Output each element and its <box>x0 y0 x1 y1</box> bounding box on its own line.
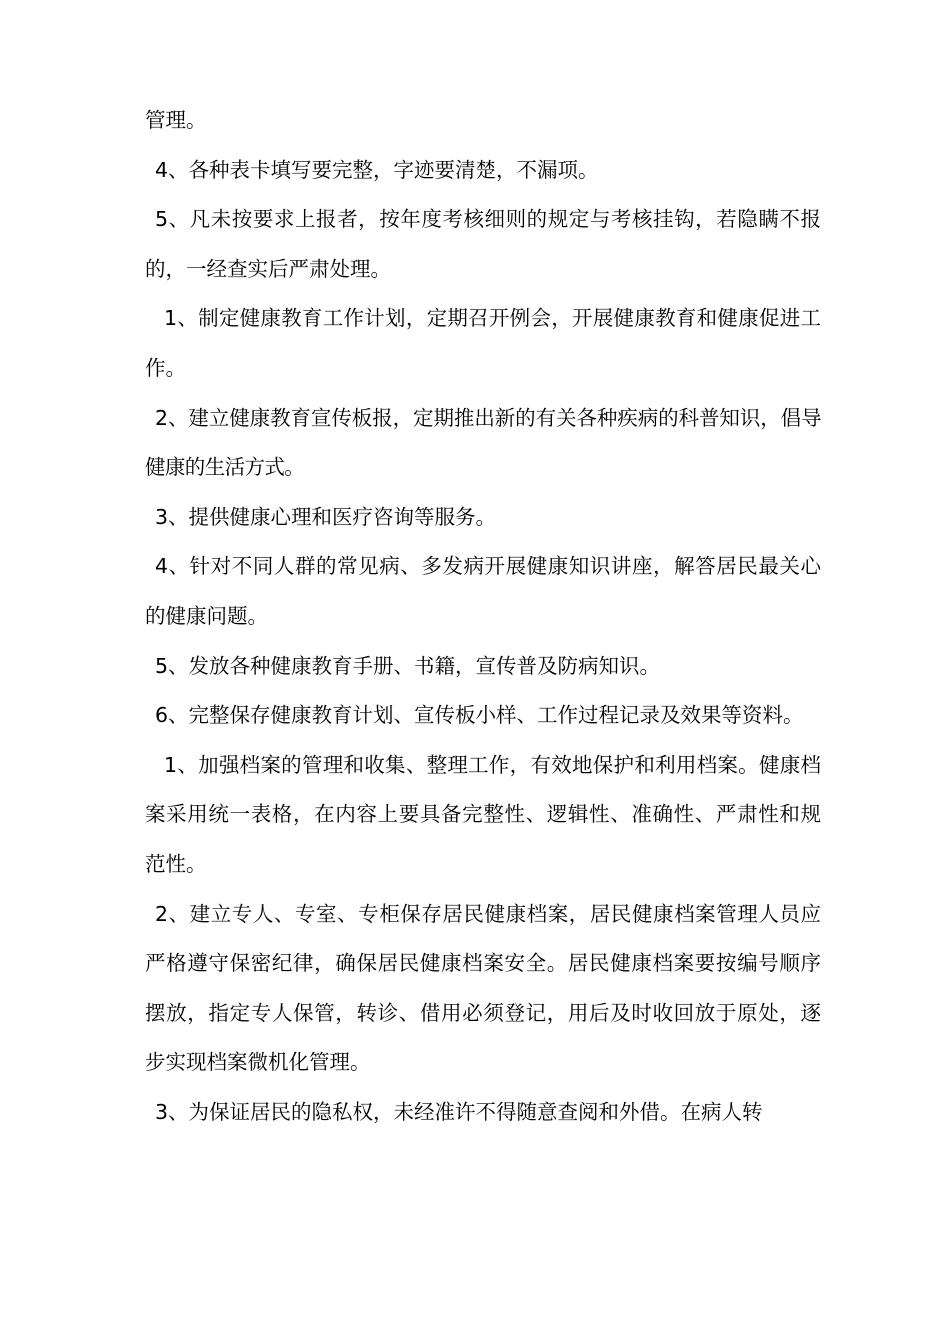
paragraph-education-item-2: 2、建立健康教育宣传板报，定期推出新的有关各种疾病的科普知识，倡导健康的生活方式。 <box>145 405 821 480</box>
paragraph-archive-item-3: 3、为保证居民的隐私权，未经准许不得随意查阅和外借。在病人转 <box>155 1099 763 1124</box>
document-body <box>145 96 821 1137</box>
paragraph-report-item-4: 4、各种表卡填写要完整，字迹要清楚，不漏项。 <box>155 157 599 182</box>
paragraph-education-item-4: 4、针对不同人群的常见病、多发病开展健康知识讲座，解答居民最关心的健康问题。 <box>145 554 821 628</box>
paragraph-report-item-5: 5、凡未按要求上报者，按年度考核细则的规定与考核挂钩，若隐瞒不报的，一经查实后严肃处理。 <box>145 207 821 281</box>
paragraph-education-item-5: 5、发放各种健康教育手册、书籍，宣传普及防病知识。 <box>155 653 661 678</box>
paragraph-education-item-6: 6、完整保存健康教育计划、宣传板小样、工作过程记录及效果等资料。 <box>155 703 804 728</box>
paragraph-management-end: 管理。 <box>145 108 207 132</box>
paragraph-education-item-3: 3、提供健康心理和医疗咨询等服务。 <box>155 504 497 529</box>
paragraph-archive-item-2: 2、建立专人、专室、专柜保存居民健康档案，居民健康档案管理人员应严格遵守保密纪律，确保居民健康档案安全。居民健康档案要按编号顺序摆放，指定专人保管，转诊、借用必须登记，用后及时收回放于原处，逐步实现档案微机化管理。 <box>145 901 821 1075</box>
paragraph-education-item-1: 1、制定健康教育工作计划，定期召开例会，开展健康教育和健康促进工作。 <box>145 306 821 380</box>
paragraph-archive-item-1: 1、加强档案的管理和收集、整理工作，有效地保护和利用档案。健康档案采用统一表格，在内容上要具备完整性、逻辑性、准确性、严肃性和规范性。 <box>145 752 821 876</box>
